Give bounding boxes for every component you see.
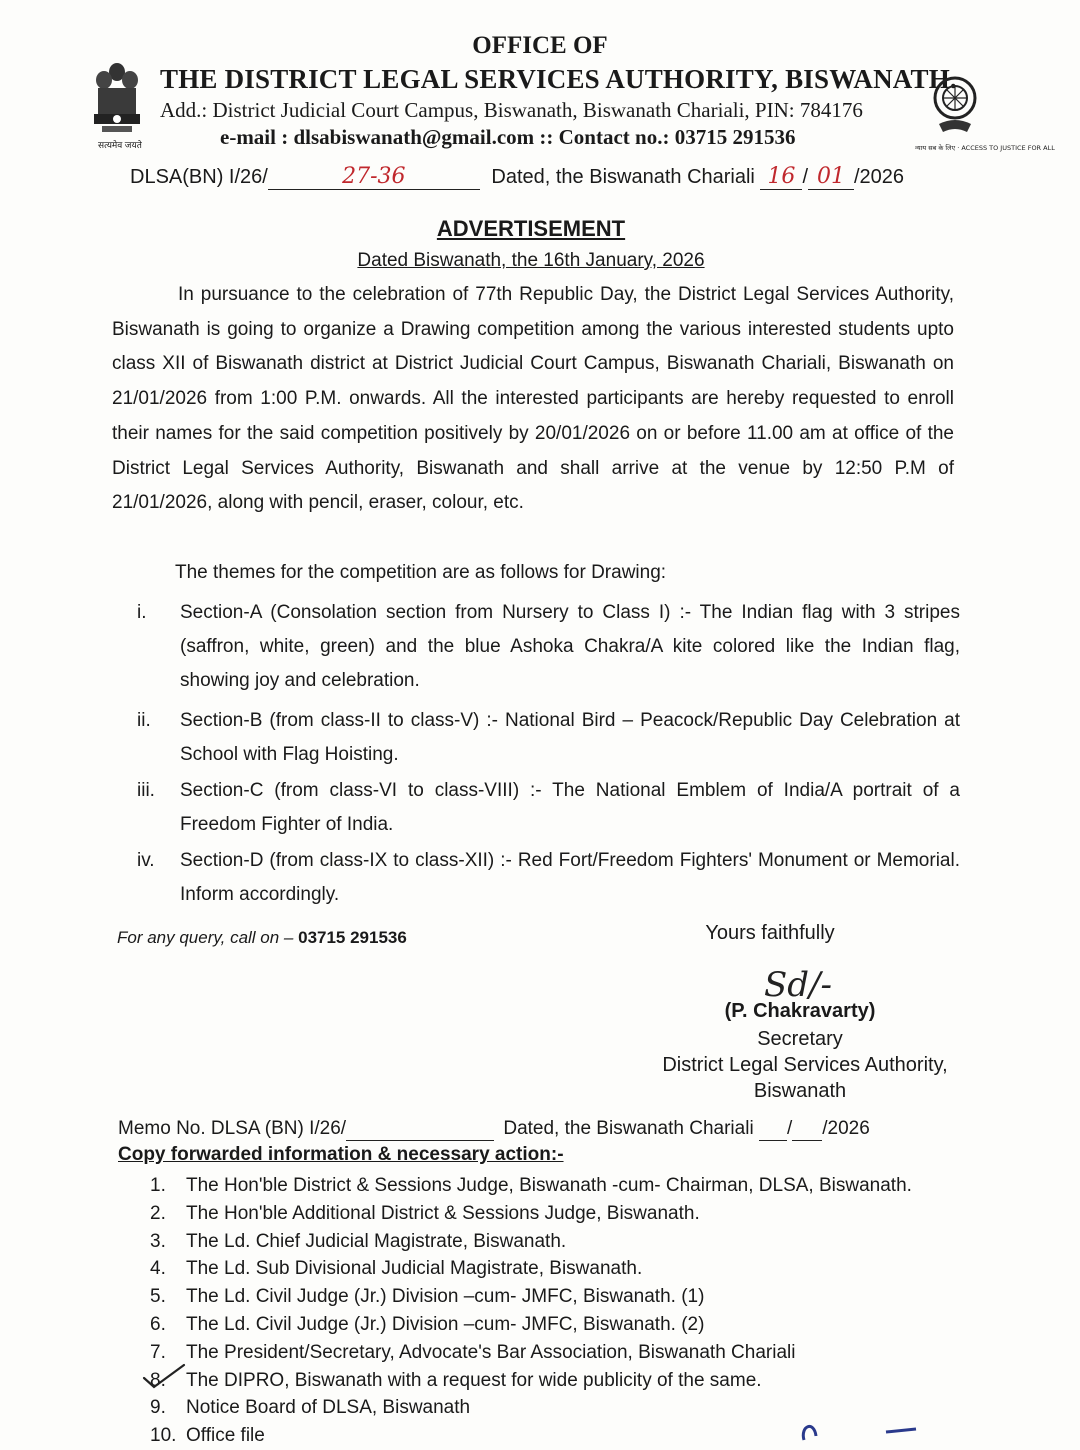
list-item: 2. The Hon'ble Additional District & Sessions Judge, Biswanath. xyxy=(150,1202,700,1224)
reference-number: 27-36 xyxy=(342,164,406,189)
signatory-title: Secretary xyxy=(757,1028,843,1050)
theme-number: i. xyxy=(137,602,147,623)
reference-day: 16 xyxy=(767,164,796,189)
reference-number-field xyxy=(268,164,480,190)
pen-mark-icon xyxy=(790,1416,930,1440)
memo-number-field xyxy=(346,1118,494,1141)
memo-dated-label: Dated, the Biswanath Chariali xyxy=(503,1118,754,1139)
memo-prefix: Memo No. DLSA (BN) I/26/ xyxy=(118,1118,347,1139)
copy-forwarded-heading: Copy forwarded information & necessary action:- xyxy=(118,1144,564,1165)
contact-label: Contact no.: xyxy=(558,125,675,149)
theme-item xyxy=(112,774,960,842)
contact-separator: :: xyxy=(534,125,559,149)
emblem-motto: सत्यमेव जयते xyxy=(98,140,142,150)
theme-item xyxy=(112,596,960,698)
email-address[interactable]: dlsabiswanath@gmail.com xyxy=(293,125,535,149)
theme-number: iii. xyxy=(137,780,155,801)
list-item: 9. Notice Board of DLSA, Biswanath xyxy=(150,1397,471,1419)
list-item: 10. Office file xyxy=(150,1425,265,1447)
logo-lettering: न्याय सब के लिए · ACCESS TO JUSTICE FOR ALL xyxy=(915,144,1055,152)
office-of-heading: OFFICE OF xyxy=(472,32,608,59)
query-label: For any query, call on – xyxy=(117,928,299,947)
reference-prefix: DLSA(BN) I/26/ xyxy=(130,166,268,188)
tick-mark-icon xyxy=(140,1362,190,1390)
theme-text: Section-A (Consolation section from Nursery to Class I) :- The Indian flag with 3 stripes (saffron, white, green) and the blue Ashoka Chakra/A kite colored like the Indian flag, showing joy and celebration. xyxy=(180,602,960,691)
reference-dated-label: Dated, the Biswanath Chariali xyxy=(491,166,755,188)
query-number: 03715 291536 xyxy=(298,928,407,947)
theme-number: ii. xyxy=(137,710,151,731)
list-item: 8. The DIPRO, Biswanath with a request for wide publicity of the same. xyxy=(150,1369,762,1391)
advertisement-date xyxy=(0,250,1062,272)
memo-year: /2026 xyxy=(822,1118,870,1139)
svg-text:Sd/-: Sd/- xyxy=(764,965,832,1005)
reference-day-field xyxy=(760,164,802,190)
theme-text: Section-C (from class-VI to class-VIII) :- The National Emblem of India/A portrait of a Freedom Fighter of India. xyxy=(180,780,960,835)
themes-intro: The themes for the competition are as follows for Drawing: xyxy=(175,562,667,583)
contact-number: 03715 291536 xyxy=(674,125,796,149)
query-line xyxy=(117,928,407,948)
reference-line: DLSA(BN) I/26/ 27-36 Dated, the Biswanath Chariali 16 / 01 /2026 xyxy=(130,164,905,189)
list-item: 6. The Ld. Civil Judge (Jr.) Division –cum- JMFC, Biswanath. (2) xyxy=(150,1313,705,1335)
list-item: 7. The President/Secretary, Advocate's Bar Association, Biswanath Chariali xyxy=(150,1341,796,1363)
list-item: 3. The Ld. Chief Judicial Magistrate, Biswanath. xyxy=(150,1230,567,1252)
reference-month-field xyxy=(808,164,854,190)
memo-day-field xyxy=(759,1118,787,1141)
advertisement-title: ADVERTISEMENT xyxy=(436,216,626,241)
signatory-organisation: District Legal Services Authority, xyxy=(662,1054,948,1076)
signatory-place: Biswanath xyxy=(753,1080,847,1102)
list-item: 4. The Ld. Sub Divisional Judicial Magistrate, Biswanath. xyxy=(150,1258,643,1280)
list-item: 1. The Hon'ble District & Sessions Judge, Biswanath -cum- Chairman, DLSA, Biswanath. xyxy=(150,1175,912,1196)
theme-text: Section-B (from class-II to class-V) :- National Bird – Peacock/Republic Day Celebration at School with Flag Hoisting. xyxy=(180,710,960,765)
authority-name: THE DISTRICT LEGAL SERVICES AUTHORITY, BISWANATH. xyxy=(160,64,957,94)
theme-item xyxy=(112,844,960,912)
advertisement-date-text: Dated Biswanath, the 16th January, 2026 xyxy=(357,250,705,271)
signatory-name: (P. Chakravarty) xyxy=(724,1000,876,1022)
contact-line xyxy=(220,125,795,150)
theme-text: Section-D (from class-IX to class-XII) :- Red Fort/Freedom Fighters' Monument or Memorial. Inform accordingly. xyxy=(180,850,960,905)
theme-number: iv. xyxy=(137,850,155,871)
memo-line xyxy=(118,1118,870,1141)
advertisement-body: In pursuance to the celebration of 77th Republic Day, the District Legal Services Authority, Biswanath is going to organize a Drawing competition among the various interested students upto class XII of Biswanath district at District Judicial Court Campus, Biswanath Chariali, Biswanath on 21/01/2026 from 1:00 P.M. onwards. All the interested participants are hereby requested to enroll their names for the said competition positively by 20/01/2026 on or before 11.00 am at office of the District Legal Services Authority, Biswanath and shall arrive at the venue by 12:50 P.M of 21/01/2026, along with pencil, eraser, colour, etc. xyxy=(112,284,954,514)
email-label: e-mail : xyxy=(220,125,294,149)
access-to-justice-logo-icon xyxy=(905,54,1055,154)
reference-year: /2026 xyxy=(854,166,905,188)
authority-address: Add.: District Judicial Court Campus, Biswanath, Biswanath Chariali, PIN: 784176 xyxy=(160,98,863,122)
memo-month-field xyxy=(792,1118,822,1141)
list-item: 5. The Ld. Civil Judge (Jr.) Division –cum- JMFC, Biswanath. (1) xyxy=(150,1286,705,1308)
closing-salutation: Yours faithfully xyxy=(705,922,835,944)
memo-separator: / xyxy=(786,1118,793,1139)
reference-month: 01 xyxy=(817,164,845,189)
theme-item xyxy=(112,704,960,772)
copy-forwarded-list xyxy=(150,1172,912,1450)
